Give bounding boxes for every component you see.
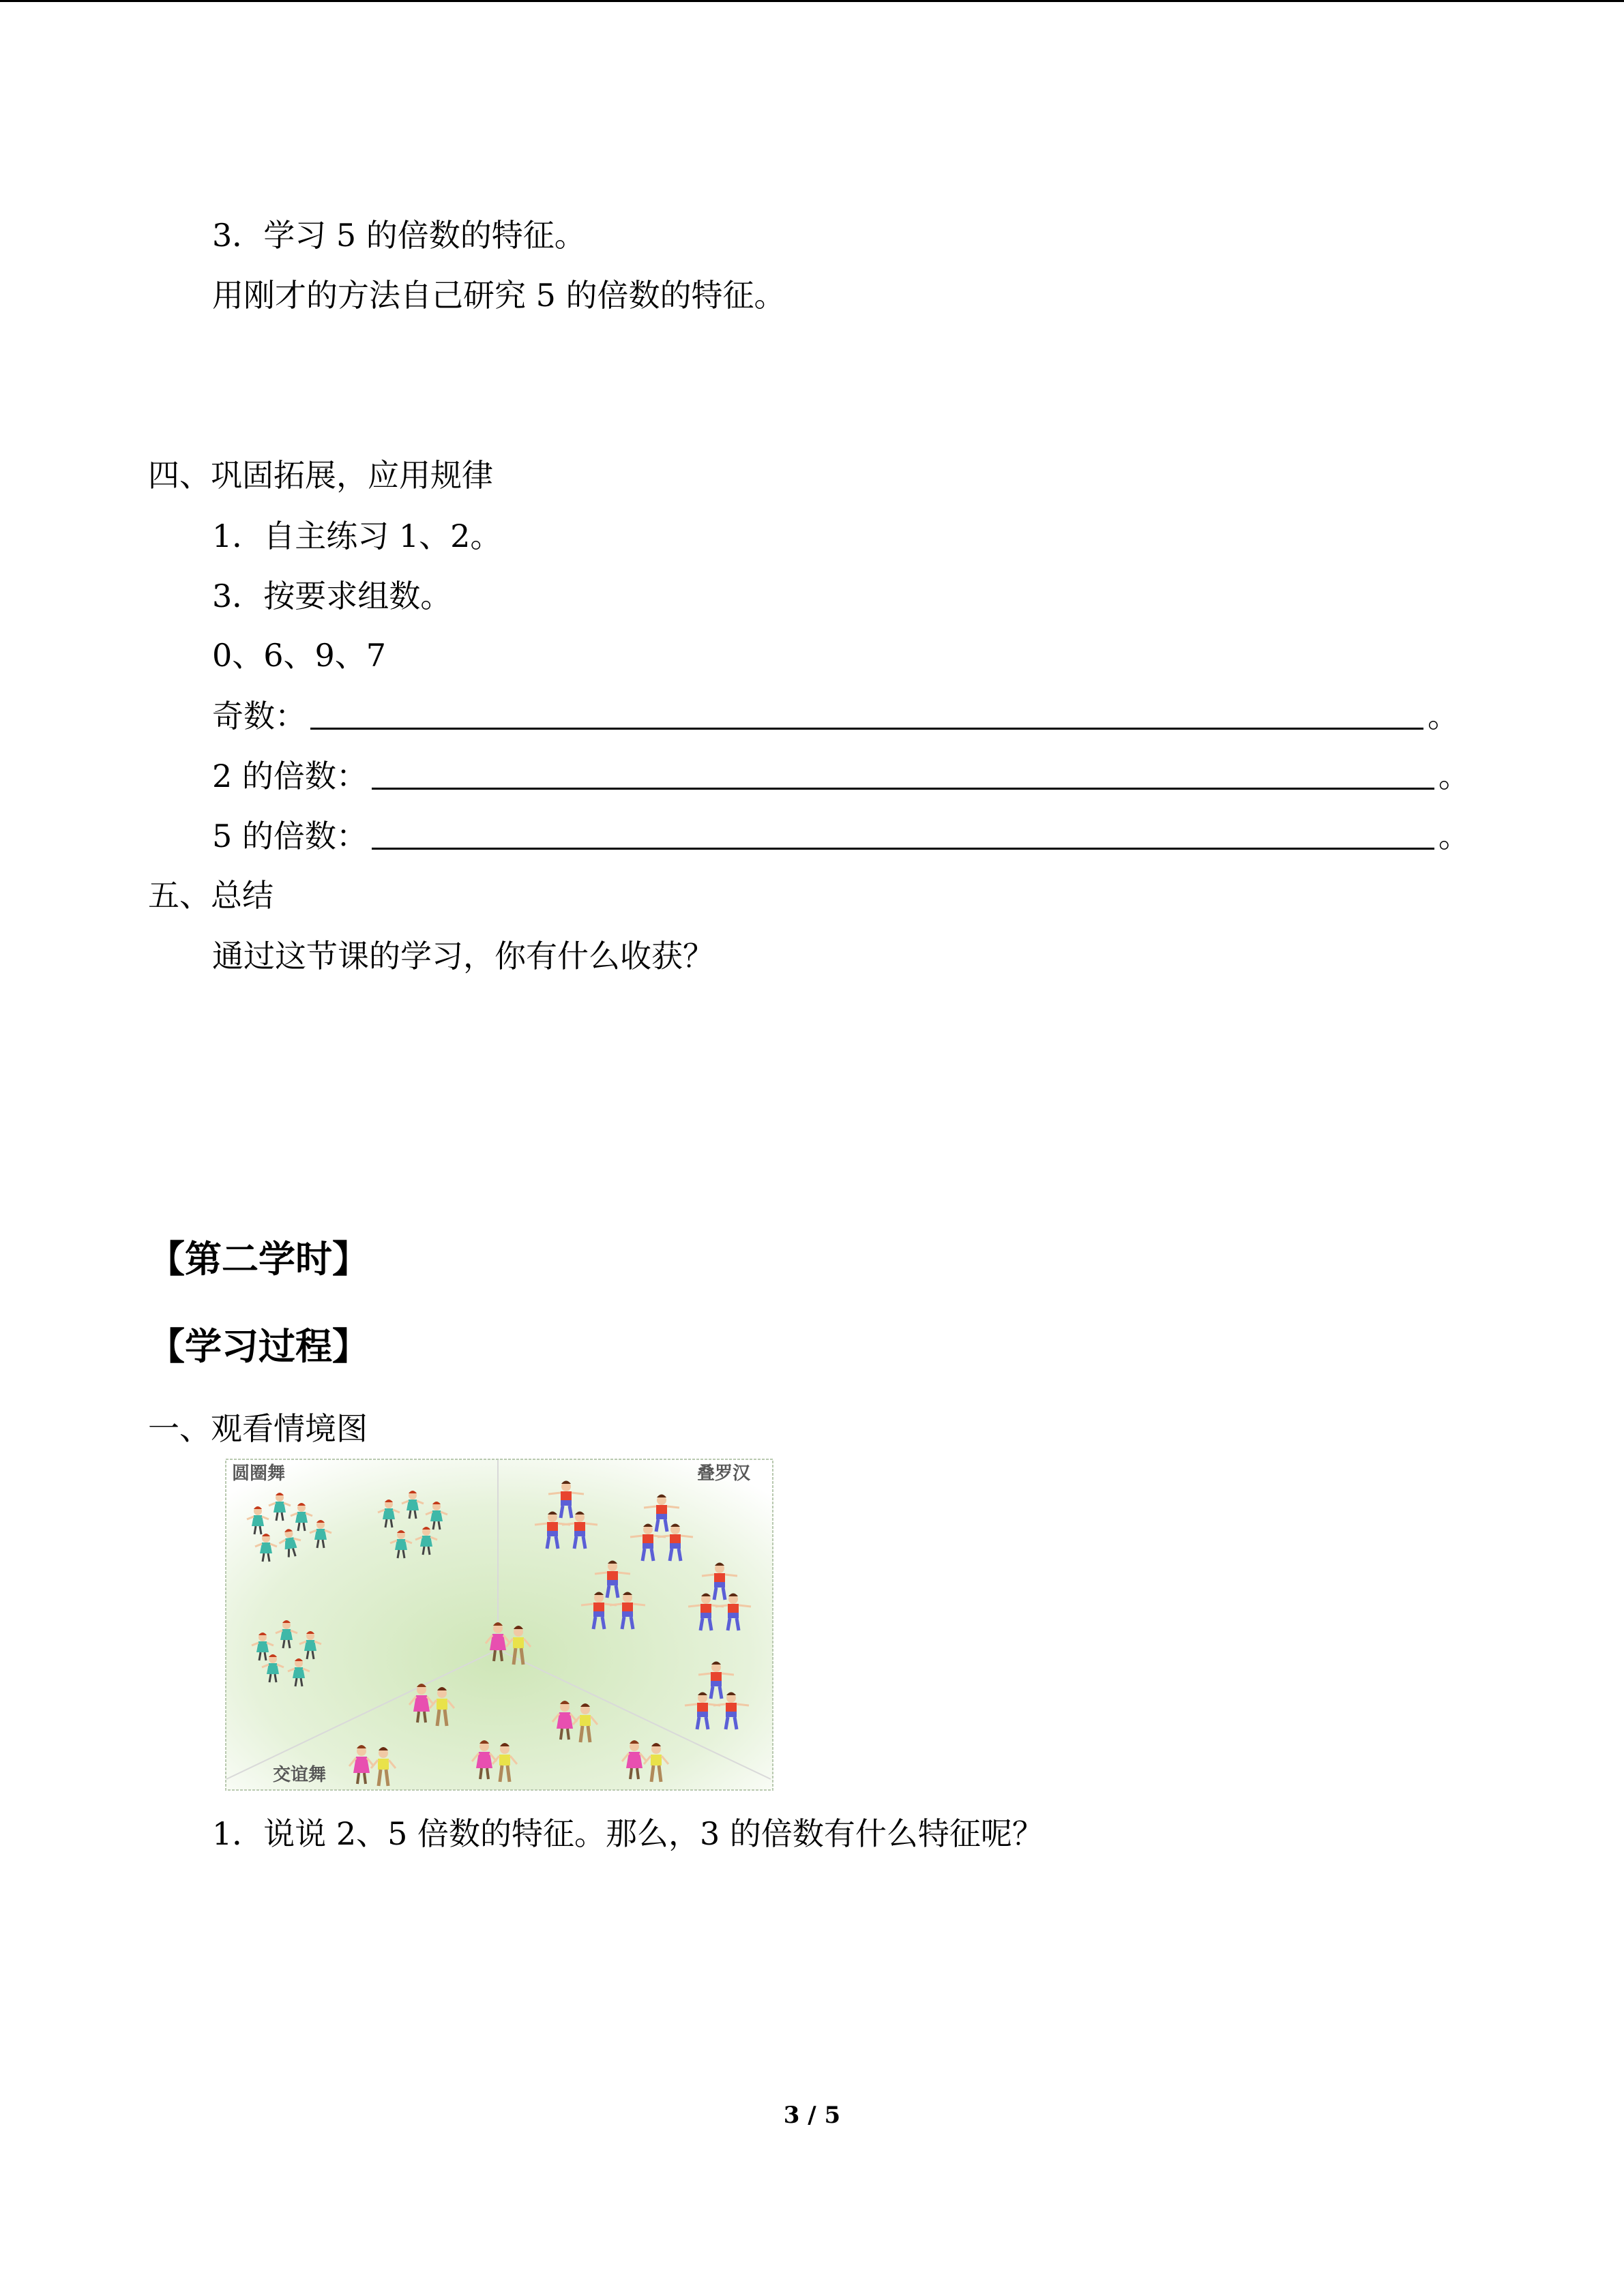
summary-question: 通过这节课的学习，你有什么收获？ (212, 938, 714, 974)
step-heading-view-scene: 一、观看情境图 (148, 1410, 368, 1447)
fill-blank-multiples-5[interactable] (372, 848, 1434, 850)
period-title: 【第二学时】 (148, 1238, 369, 1281)
digit-list: 0、6、9、7 (212, 637, 387, 674)
question-multiples-of-3: 1．说说 2、5 倍数的特征。那么，3 的倍数有什么特征呢？ (212, 1815, 1044, 1852)
section-heading-consolidate: 四、巩固拓展，应用规律 (148, 457, 493, 494)
section-heading-summary: 五、总结 (148, 877, 274, 914)
item-study-multiples-of-5: 3．学习 5 的倍数的特征。 (212, 217, 586, 254)
fill-row-multiples-5 (212, 816, 1470, 856)
fill-blank-multiples-2[interactable] (372, 788, 1434, 790)
fill-label-odd: 奇数： (212, 698, 306, 734)
fill-end-multiples-2: 。 (1438, 758, 1470, 794)
label-acrobatics: 叠罗汉 (697, 1463, 751, 1484)
top-rule (0, 0, 1624, 2)
fill-end-multiples-5: 。 (1438, 818, 1470, 854)
label-circle-dance: 圆圈舞 (232, 1463, 286, 1484)
label-ballroom-dance: 交谊舞 (273, 1765, 327, 1785)
process-title: 【学习过程】 (148, 1325, 369, 1368)
fill-row-multiples-2 (212, 756, 1470, 796)
page-number: 3 / 5 (783, 2102, 841, 2129)
fill-row-odd (212, 696, 1459, 736)
item-study-method-text: 用刚才的方法自己研究 5 的倍数的特征。 (212, 277, 786, 314)
fill-blank-odd[interactable] (310, 728, 1423, 730)
item-self-practice: 1．自主练习 1、2。 (212, 518, 502, 554)
dance-scene-illustration (225, 1459, 773, 1791)
fill-end-odd: 。 (1428, 698, 1459, 734)
item-form-numbers: 3．按要求组数。 (212, 578, 452, 614)
fill-label-multiples-2: 2 的倍数： (212, 758, 368, 794)
fill-label-multiples-5: 5 的倍数： (212, 818, 368, 854)
